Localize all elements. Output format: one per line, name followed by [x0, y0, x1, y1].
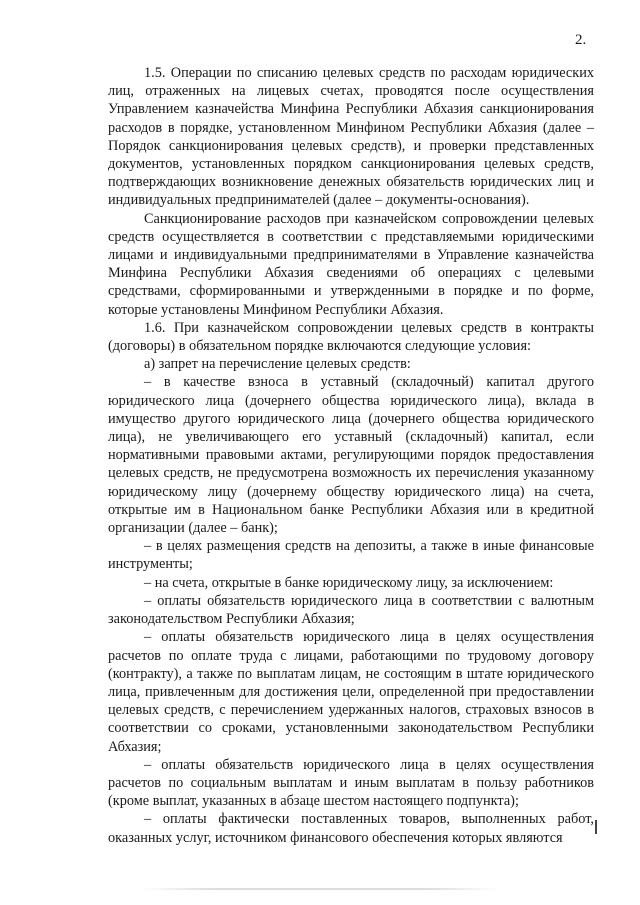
- paragraph-1-5: 1.5. Операции по списанию целевых средств по расходам юридических лиц, отраженных на лицевых счетах, проводятся после осуществления Управлением казначейства Минфина Республики Абхазия санкционирования расходов в порядке, установленном Минфином Республики Абхазия (далее – Порядок санкционирования целевых средств), и проверки представленных документов, установленных порядком санкционирования целевых средств, подтверждающих возникновение денежных обязательств юридических лиц и индивидуальных предпринимателей (далее – документы-основания).: [108, 65, 594, 209]
- subclause-a: а) запрет на перечисление целевых средств:: [144, 356, 411, 373]
- list-item-social-payments: – оплаты обязательств юридического лица в целях осуществления расчетов по социальным выплатам и иным выплатам в пользу работников (кроме выплат, указанных в абзаце шестом настоящего подпункта);: [108, 756, 594, 810]
- list-item-currency-law: – оплаты обязательств юридического лица в соответствии с валютным законодательством Республики Абхазия;: [108, 592, 594, 628]
- paragraph-1-6: 1.6. При казначейском сопровождении целевых средств в контракты (договоры) в обязательном порядке включаются следующие условия:: [108, 319, 594, 355]
- scan-bottom-artifact: [140, 888, 500, 890]
- scan-edge-mark: [595, 820, 597, 834]
- list-item-payroll: – оплаты обязательств юридического лица в целях осуществления расчетов по оплате труда с лицами, работающими по трудовому договору (контракту), а также по выплатам лицам, не состоящим в штате юридического лица, привлеченным для достижения цели, определенной при предоставлении целевых средств, с перечислением удержанных налогов, страховых взносов в соответствии со сроками, установленными законодательством Республики Абхазия;: [108, 629, 594, 755]
- list-item-deposits: – в целях размещения средств на депозиты, а также в иные финансовые инструменты;: [108, 538, 594, 573]
- paragraph-sanctioning: Санкционирование расходов при казначейском сопровождении целевых средств осуществляется в соответствии с представляемыми юридическими лицами и индивидуальными предпринимателями в Управление казначейства Минфина Республики Абхазия сведениями об операциях с целевыми средствами, сформированными и утвержденными в порядке и по форме, которые установлены Минфином Республики Абхазия.: [108, 210, 594, 318]
- list-item-goods-services: – оплаты фактически поставленных товаров, выполненных работ, оказанных услуг, источником финансового обеспечения которых являются: [108, 811, 594, 846]
- page-number: 2.: [575, 32, 587, 48]
- list-item-capital-contribution: – в качестве взноса в уставный (складочный) капитал другого юридического лица (дочернего общества юридического лица), вклада в имущество другого юридического лица (дочернего общества юридического лица), не увеличивающего его уставный (складочный) капитал, если нормативными правовыми актами, регулирующими порядок предоставления целевых средств, не предусмотрена возможность их перечисления указанному юридическому лицу (дочернему обществу юридического лица) на счета, открытые им в Национальном банке Республики Абхазия или в кредитной организации (далее – банк);: [108, 374, 594, 537]
- list-item-bank-accounts: – на счета, открытые в банке юридическому лицу, за исключением:: [144, 574, 554, 591]
- document-body: [108, 64, 594, 847]
